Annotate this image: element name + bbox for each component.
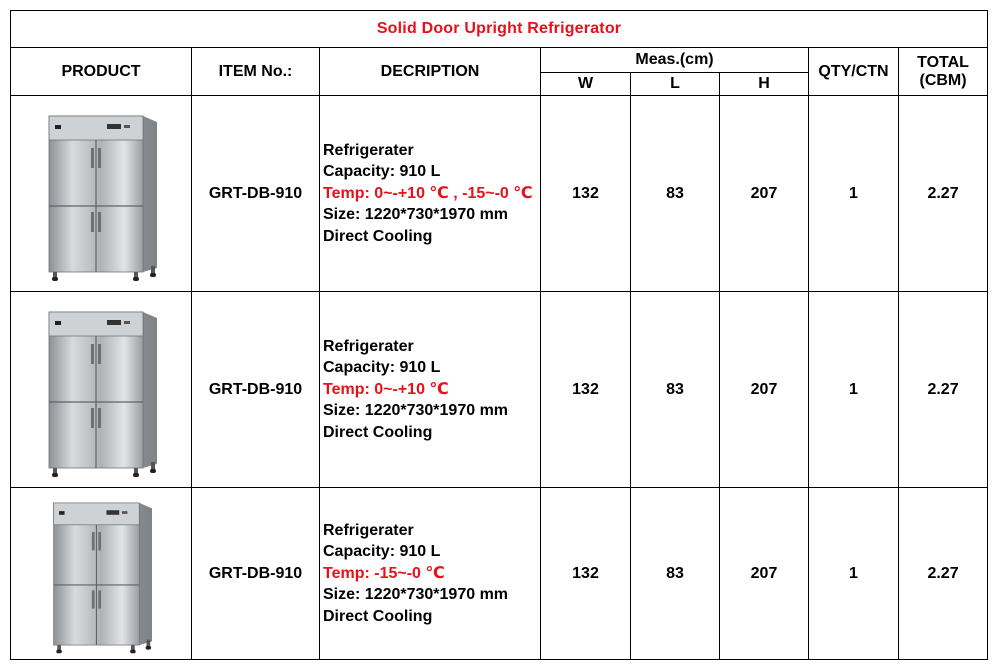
spec-sheet: [10, 10, 987, 662]
meas-h: 207: [720, 488, 809, 660]
desc-name: Refrigerater: [323, 141, 414, 159]
meas-h: 207: [720, 96, 809, 292]
meas-w: 132: [541, 292, 631, 488]
header-w: W: [541, 73, 631, 96]
description-cell: [320, 96, 541, 292]
product-spec-table: [10, 10, 988, 660]
desc-size: Size: 1220*730*1970 mm: [323, 206, 509, 224]
qty-ctn: 1: [809, 488, 899, 660]
table-row: [11, 488, 988, 660]
upright-refrigerator-icon: [39, 492, 163, 656]
desc-capacity: Capacity: 910 L: [323, 359, 441, 377]
item-no: GRT-DB-910: [192, 292, 320, 488]
desc-cooling: Direct Cooling: [323, 423, 433, 441]
header-qty-ctn: QTY/CTN: [809, 48, 899, 96]
meas-h: 207: [720, 292, 809, 488]
header-product: PRODUCT: [11, 48, 192, 96]
desc-capacity: Capacity: 910 L: [323, 543, 441, 561]
desc-capacity: Capacity: 910 L: [323, 163, 441, 181]
meas-l: 83: [631, 488, 720, 660]
product-image-cell: [11, 488, 192, 660]
total-cbm: 2.27: [899, 96, 988, 292]
header-total-cbm: [899, 48, 988, 96]
header-h: H: [720, 73, 809, 96]
desc-size: Size: 1220*730*1970 mm: [323, 402, 509, 420]
qty-ctn: 1: [809, 292, 899, 488]
desc-cooling: Direct Cooling: [323, 607, 433, 625]
header-total-line2: (CBM): [919, 71, 967, 89]
header-description: DECRIPTION: [320, 48, 541, 96]
qty-ctn: 1: [809, 96, 899, 292]
header-total-line1: TOTAL: [917, 53, 969, 71]
table-title: Solid Door Upright Refrigerator: [11, 11, 988, 48]
desc-name: Refrigerater: [323, 337, 414, 355]
product-image-cell: [11, 292, 192, 488]
upright-refrigerator-icon: [39, 300, 163, 480]
meas-w: 132: [541, 488, 631, 660]
product-image-cell: [11, 96, 192, 292]
upright-refrigerator-icon: [39, 104, 163, 284]
table-row: [11, 292, 988, 488]
desc-name: Refrigerater: [323, 521, 414, 539]
header-l: L: [631, 73, 720, 96]
header-meas: Meas.(cm): [541, 48, 809, 73]
desc-temp: Temp: -15~-0 ℃: [323, 564, 445, 582]
item-no: GRT-DB-910: [192, 96, 320, 292]
description-cell: [320, 292, 541, 488]
meas-l: 83: [631, 96, 720, 292]
meas-w: 132: [541, 96, 631, 292]
table-row: [11, 96, 988, 292]
desc-temp: Temp: 0~-+10 ℃: [323, 380, 449, 398]
total-cbm: 2.27: [899, 488, 988, 660]
desc-size: Size: 1220*730*1970 mm: [323, 586, 509, 604]
desc-temp: Temp: 0~-+10 ℃ , -15~-0 ℃: [323, 184, 533, 202]
description-cell: [320, 488, 541, 660]
total-cbm: 2.27: [899, 292, 988, 488]
meas-l: 83: [631, 292, 720, 488]
desc-cooling: Direct Cooling: [323, 227, 433, 245]
header-item-no: ITEM No.:: [192, 48, 320, 96]
item-no: GRT-DB-910: [192, 488, 320, 660]
